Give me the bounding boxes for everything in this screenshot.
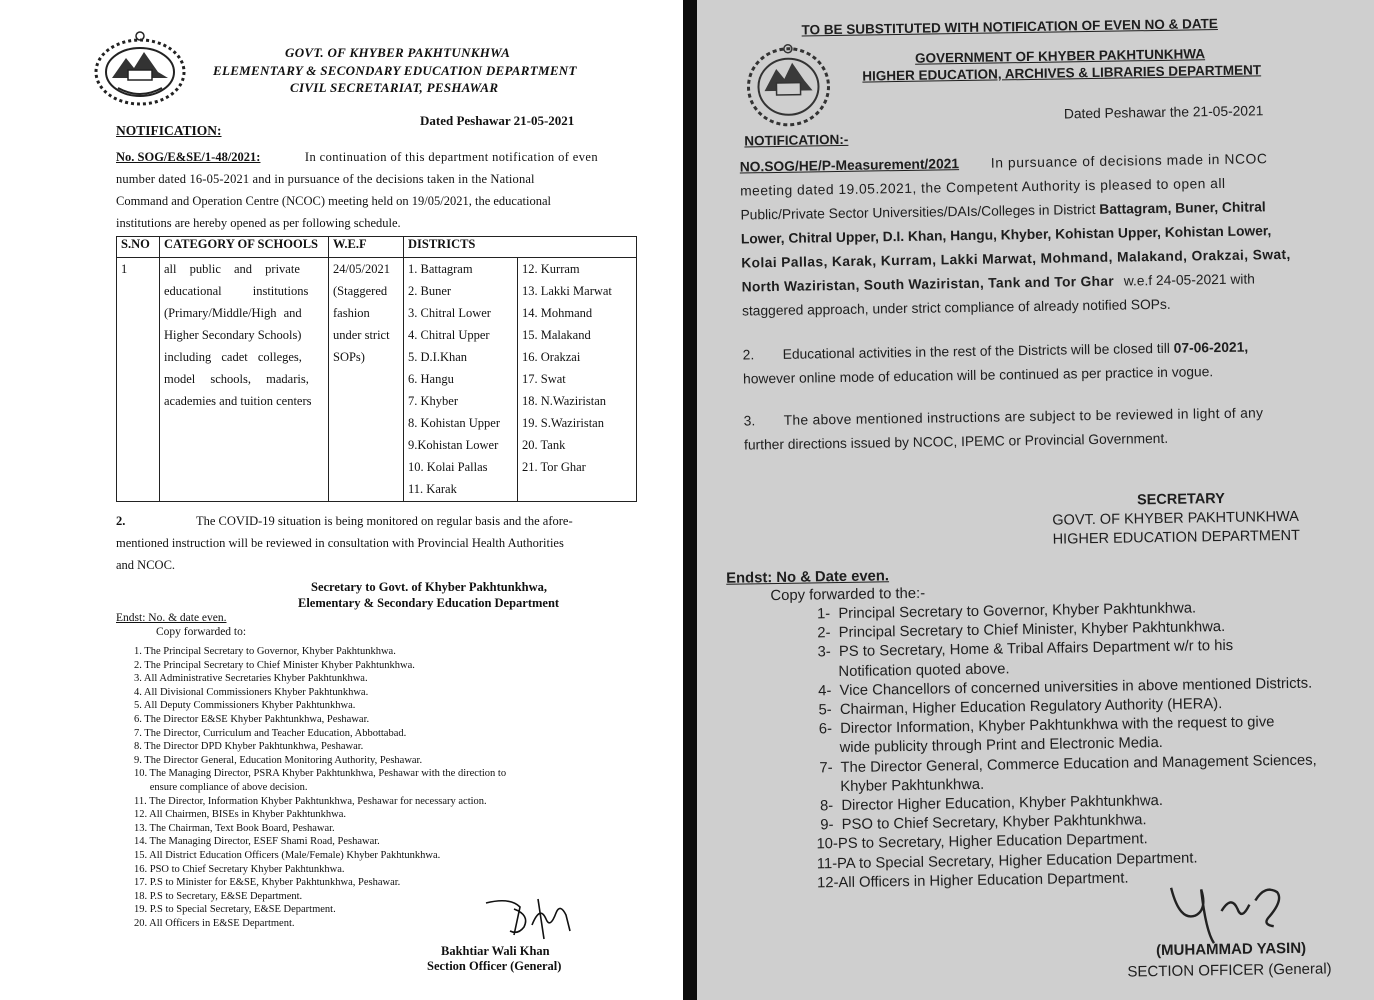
list-item: 19. P.S to Special Secretary, E&SE Department. bbox=[134, 904, 336, 916]
table-header-row bbox=[117, 237, 637, 258]
table-row bbox=[117, 258, 637, 502]
para1-line4: Lower, Chitral Upper, D.I. Khan, Hangu, Khyber, Kohistan Upper, Kohistan Lower, bbox=[740, 223, 1272, 247]
cell-sno: 1 bbox=[117, 258, 160, 502]
district-item: 15. Malakand bbox=[522, 328, 591, 342]
para3-number: 3. bbox=[743, 413, 756, 429]
district-item: 13. Lakki Marwat bbox=[522, 284, 612, 298]
list-item: ensure compliance of above decision. bbox=[134, 781, 308, 793]
dept-line: HIGHER EDUCATION DEPARTMENT bbox=[1052, 527, 1301, 548]
list-item: 16. PSO to Chief Secretary Khyber Pakhtunkhwa. bbox=[134, 863, 345, 875]
list-item: 17. P.S to Minister for E&SE, Khyber Pakhtunkhwa, Peshawar. bbox=[134, 877, 401, 889]
wef-line: fashion bbox=[333, 306, 370, 320]
district-item: 21. Tor Ghar bbox=[522, 460, 586, 474]
copy-forwarded-label: Copy forwarded to the:- bbox=[770, 585, 926, 605]
ref-number: NO.SOG/HE/P-Measurement/2021 bbox=[739, 156, 960, 175]
header-category: CATEGORY OF SCHOOLS bbox=[160, 237, 329, 258]
notification-label: NOTIFICATION:- bbox=[744, 131, 849, 149]
paragraph-1 bbox=[740, 147, 1292, 324]
list-item: 2- Principal Secretary to Chief Minister, Khyber Pakhtunkhwa. bbox=[808, 619, 1226, 642]
list-item: 6- Director Information, Khyber Pakhtunkhwa with the request to give bbox=[810, 714, 1275, 738]
para2-number: 2. bbox=[116, 514, 126, 528]
officer-name: Bakhtiar Wali Khan bbox=[441, 944, 550, 958]
para3-line2: further directions issued by NCOC, IPEMC or Provincial Government. bbox=[743, 430, 1169, 453]
wef-line: (Staggered bbox=[333, 284, 388, 298]
wef-line: under strict bbox=[333, 328, 390, 342]
para1-line1: In pursuance of decisions made in NCOC bbox=[990, 151, 1268, 171]
list-item: 10. The Managing Director, PSRA Khyber Pakhtunkhwa, Peshawar with the direction to bbox=[134, 768, 507, 780]
officer-title: Section Officer (General) bbox=[427, 959, 562, 973]
govt-line: GOVT. OF KHYBER PAKHTUNKHWA bbox=[1052, 508, 1299, 529]
district-item: 1. Battagram bbox=[408, 262, 473, 276]
list-item: 6. The Director E&SE Khyber Pakhtunkhwa, Peshawar. bbox=[134, 713, 370, 725]
para2-line2: however online mode of education will be continued as per practice in vogue. bbox=[742, 364, 1214, 387]
district-item: 12. Kurram bbox=[522, 262, 580, 276]
para2-line2: mentioned instruction will be reviewed in consultation with Provincial Health Authorities bbox=[116, 536, 564, 550]
cell-category bbox=[160, 258, 329, 502]
para1-line2: number dated 16-05-2021 and in pursuance of the decisions taken in the National bbox=[116, 172, 535, 186]
para1-line1: In continuation of this department notification of even bbox=[304, 150, 598, 164]
list-item: 1. The Principal Secretary to Governor, Khyber Pakhtunkhwa. bbox=[134, 646, 396, 657]
signatory-line-1: Secretary to Govt. of Khyber Pakhtunkhwa, bbox=[311, 580, 547, 594]
list-item: wide publicity through Print and Electronic Media. bbox=[810, 735, 1163, 757]
kp-emblem-logo bbox=[742, 40, 835, 129]
dated: Dated Peshawar the 21-05-2021 bbox=[1063, 103, 1264, 122]
cell-districts-col2 bbox=[518, 258, 637, 502]
para1-line2: meeting dated 19.05.2021, the Competent Authority is pleased to open all bbox=[740, 175, 1226, 199]
category-line: all public and private bbox=[164, 262, 300, 276]
secretary-title: SECRETARY bbox=[1136, 490, 1225, 509]
category-line: model schools, madaris, bbox=[164, 372, 309, 386]
list-item: 20. All Officers in E&SE Department. bbox=[134, 917, 295, 929]
district-item: 7. Khyber bbox=[408, 394, 458, 408]
para1-line4: institutions are hereby opened as per following schedule. bbox=[116, 216, 401, 230]
district-item: 20. Tank bbox=[522, 438, 566, 452]
para1-wef: w.e.f 24-05-2021 with bbox=[1123, 271, 1256, 289]
category-line: Higher Secondary Schools) bbox=[164, 328, 302, 342]
para2-date: 07-06-2021, bbox=[1173, 339, 1249, 356]
officer-title: SECTION OFFICER (General) bbox=[1127, 960, 1332, 981]
para1-line3: Command and Operation Centre (NCOC) meeting held on 19/05/2021, the educational bbox=[116, 194, 551, 208]
para1-line6: North Waziristan, South Waziristan, Tank and Tor Ghar bbox=[741, 273, 1115, 295]
schedule-table bbox=[116, 236, 637, 502]
list-item: 3. All Administrative Secretaries Khyber Pakhtunkhwa. bbox=[134, 673, 368, 685]
district-item: 17. Swat bbox=[522, 372, 566, 386]
district-item: 11. Karak bbox=[408, 482, 457, 496]
para1-line3: Public/Private Sector Universities/DAIs/Colleges in District bbox=[740, 201, 1096, 223]
para2-line1: The COVID-19 situation is being monitored on regular basis and the afore- bbox=[196, 514, 573, 528]
copy-forwarded-label: Copy forwarded to: bbox=[156, 626, 247, 638]
top-note: TO BE SUBSTITUTED WITH NOTIFICATION OF EVEN NO & DATE bbox=[801, 16, 1218, 38]
district-item: 9.Kohistan Lower bbox=[408, 438, 499, 452]
list-item: 11. The Director, Information Khyber Pakhtunkhwa, Peshawar for necessary action. bbox=[134, 795, 487, 807]
list-item: Notification quoted above. bbox=[809, 660, 1010, 681]
cell-wef bbox=[329, 258, 404, 502]
list-item: 18. P.S to Secretary, E&SE Department. bbox=[134, 890, 303, 902]
para3-line1: The above mentioned instructions are subject to be reviewed in light of any bbox=[783, 405, 1264, 428]
cell-districts-col1 bbox=[404, 258, 518, 502]
header-line-1: GOVT. OF KHYBER PAKHTUNKHWA bbox=[285, 45, 511, 60]
paragraph-2 bbox=[116, 510, 598, 576]
copy-forwarded-list bbox=[809, 598, 1319, 894]
district-item: 18. N.Waziristan bbox=[522, 394, 607, 408]
list-item: 2. The Principal Secretary to Chief Minister Khyber Pakhtunkhwa. bbox=[134, 659, 415, 671]
category-line: (Primary/Middle/High and bbox=[164, 306, 302, 320]
district-item: 4. Chitral Upper bbox=[408, 328, 490, 342]
notification-label: NOTIFICATION: bbox=[116, 123, 222, 138]
wef-line: SOPs) bbox=[333, 350, 365, 364]
left-notification-document bbox=[0, 0, 683, 1000]
para2-number: 2. bbox=[742, 347, 755, 363]
district-item: 6. Hangu bbox=[408, 372, 454, 386]
district-item: 16. Orakzai bbox=[522, 350, 581, 364]
header-line-3: CIVIL SECRETARIAT, PESHAWAR bbox=[290, 80, 499, 95]
list-item: 15. All District Education Officers (Male/Female) Khyber Pakhtunkhwa. bbox=[134, 849, 441, 861]
officer-name: (MUHAMMAD YASIN) bbox=[1155, 939, 1307, 960]
endst-label: Endst: No & Date even. bbox=[726, 568, 890, 587]
kp-emblem-logo bbox=[88, 28, 192, 110]
signatory-line-2: Elementary & Secondary Education Department bbox=[298, 596, 560, 610]
right-notification-document bbox=[697, 0, 1374, 1000]
list-item: 9- PSO to Chief Secretary, Khyber Pakhtunkhwa. bbox=[811, 812, 1147, 834]
list-item: 11-PA to Special Secretary, Higher Education Department. bbox=[812, 850, 1198, 873]
list-item: 3- PS to Secretary, Home & Tribal Affairs Department w/r to his bbox=[809, 638, 1234, 661]
list-item: 5. All Deputy Commissioners Khyber Pakhtunkhwa. bbox=[134, 700, 356, 712]
para1-line7: staggered approach, under strict compliance of already notified SOPs. bbox=[741, 296, 1171, 319]
header-districts: DISTRICTS bbox=[404, 237, 637, 258]
page-divider bbox=[683, 0, 697, 1000]
list-item: Khyber Pakhtunkhwa. bbox=[811, 776, 985, 796]
para2-line1: Educational activities in the rest of the Districts will be closed till bbox=[782, 340, 1171, 362]
endst-label: Endst: No. & date even. bbox=[116, 612, 227, 624]
header-line-2: ELEMENTARY & SECONDARY EDUCATION DEPARTMENT bbox=[213, 63, 577, 78]
list-item: 5- Chairman, Higher Education Regulatory Authority (HERA). bbox=[810, 696, 1223, 719]
district-item: 2. Buner bbox=[408, 284, 452, 298]
list-item: 4- Vice Chancellors of concerned universities in above mentioned Districts. bbox=[809, 675, 1313, 700]
category-line: including cadet colleges, bbox=[164, 350, 302, 364]
list-item: 9. The Director General, Education Monitoring Authority, Peshawar. bbox=[134, 754, 423, 766]
paragraph-3 bbox=[744, 401, 1264, 457]
header-sno: S.NO bbox=[117, 237, 160, 258]
list-item: 7. The Director, Curriculum and Teacher Education, Abbottabad. bbox=[134, 727, 407, 739]
list-item: 13. The Chairman, Text Book Board, Peshawar. bbox=[134, 822, 335, 834]
header-line-2: HIGHER EDUCATION, ARCHIVES & LIBRARIES DEPARTMENT bbox=[862, 62, 1262, 84]
copy-forwarded-list bbox=[134, 645, 506, 930]
list-item: 4. All Divisional Commissioners Khyber Pakhtunkhwa. bbox=[134, 686, 369, 698]
district-item: 8. Kohistan Upper bbox=[408, 416, 500, 430]
district-item: 19. S.Waziristan bbox=[522, 416, 604, 430]
handwritten-signature-left bbox=[480, 895, 580, 945]
para1-bold-districts: Battagram, Buner, Chitral bbox=[1099, 199, 1266, 217]
category-line: academies and tuition centers bbox=[164, 394, 312, 408]
district-item: 3. Chitral Lower bbox=[408, 306, 491, 320]
list-item: 8- Director Higher Education, Khyber Pakhtunkhwa. bbox=[811, 793, 1164, 815]
para2-line3: and NCOC. bbox=[116, 558, 176, 572]
dated: Dated Peshawar 21-05-2021 bbox=[420, 113, 575, 128]
paragraph-1 bbox=[116, 146, 598, 234]
list-item: 10-PS to Secretary, Higher Education Department. bbox=[812, 831, 1148, 853]
header-wef: W.E.F bbox=[329, 237, 404, 258]
header-line-1: GOVERNMENT OF KHYBER PAKHTUNKHWA bbox=[914, 46, 1206, 66]
district-item: 10. Kolai Pallas bbox=[408, 460, 488, 474]
district-item: 14. Mohmand bbox=[522, 306, 593, 320]
wef-line: 24/05/2021 bbox=[333, 262, 390, 276]
list-item: 8. The Director DPD Khyber Pakhtunkhwa, Peshawar. bbox=[134, 741, 364, 753]
category-line: educational institutions bbox=[164, 284, 309, 298]
paragraph-2 bbox=[743, 336, 1249, 392]
ref-number: No. SOG/E&SE/1-48/2021: bbox=[116, 150, 261, 164]
list-item: 12. All Chairmen, BISEs in Khyber Pakhtunkhwa. bbox=[134, 809, 347, 821]
handwritten-signature-right bbox=[1165, 880, 1296, 948]
district-item: 5. D.I.Khan bbox=[408, 350, 468, 364]
list-item: 12-All Officers in Higher Education Department. bbox=[812, 870, 1129, 892]
list-item: 14. The Managing Director, ESEF Shami Road, Peshawar. bbox=[134, 836, 380, 848]
para1-line5: Kolai Pallas, Karak, Kurram, Lakki Marwat, Mohmand, Malakand, Orakzai, Swat, bbox=[741, 246, 1291, 271]
list-item: 7- The Director General, Commerce Education and Management Sciences, bbox=[811, 752, 1317, 777]
list-item: 1- Principal Secretary to Governor, Khyber Pakhtunkhwa. bbox=[808, 600, 1197, 623]
